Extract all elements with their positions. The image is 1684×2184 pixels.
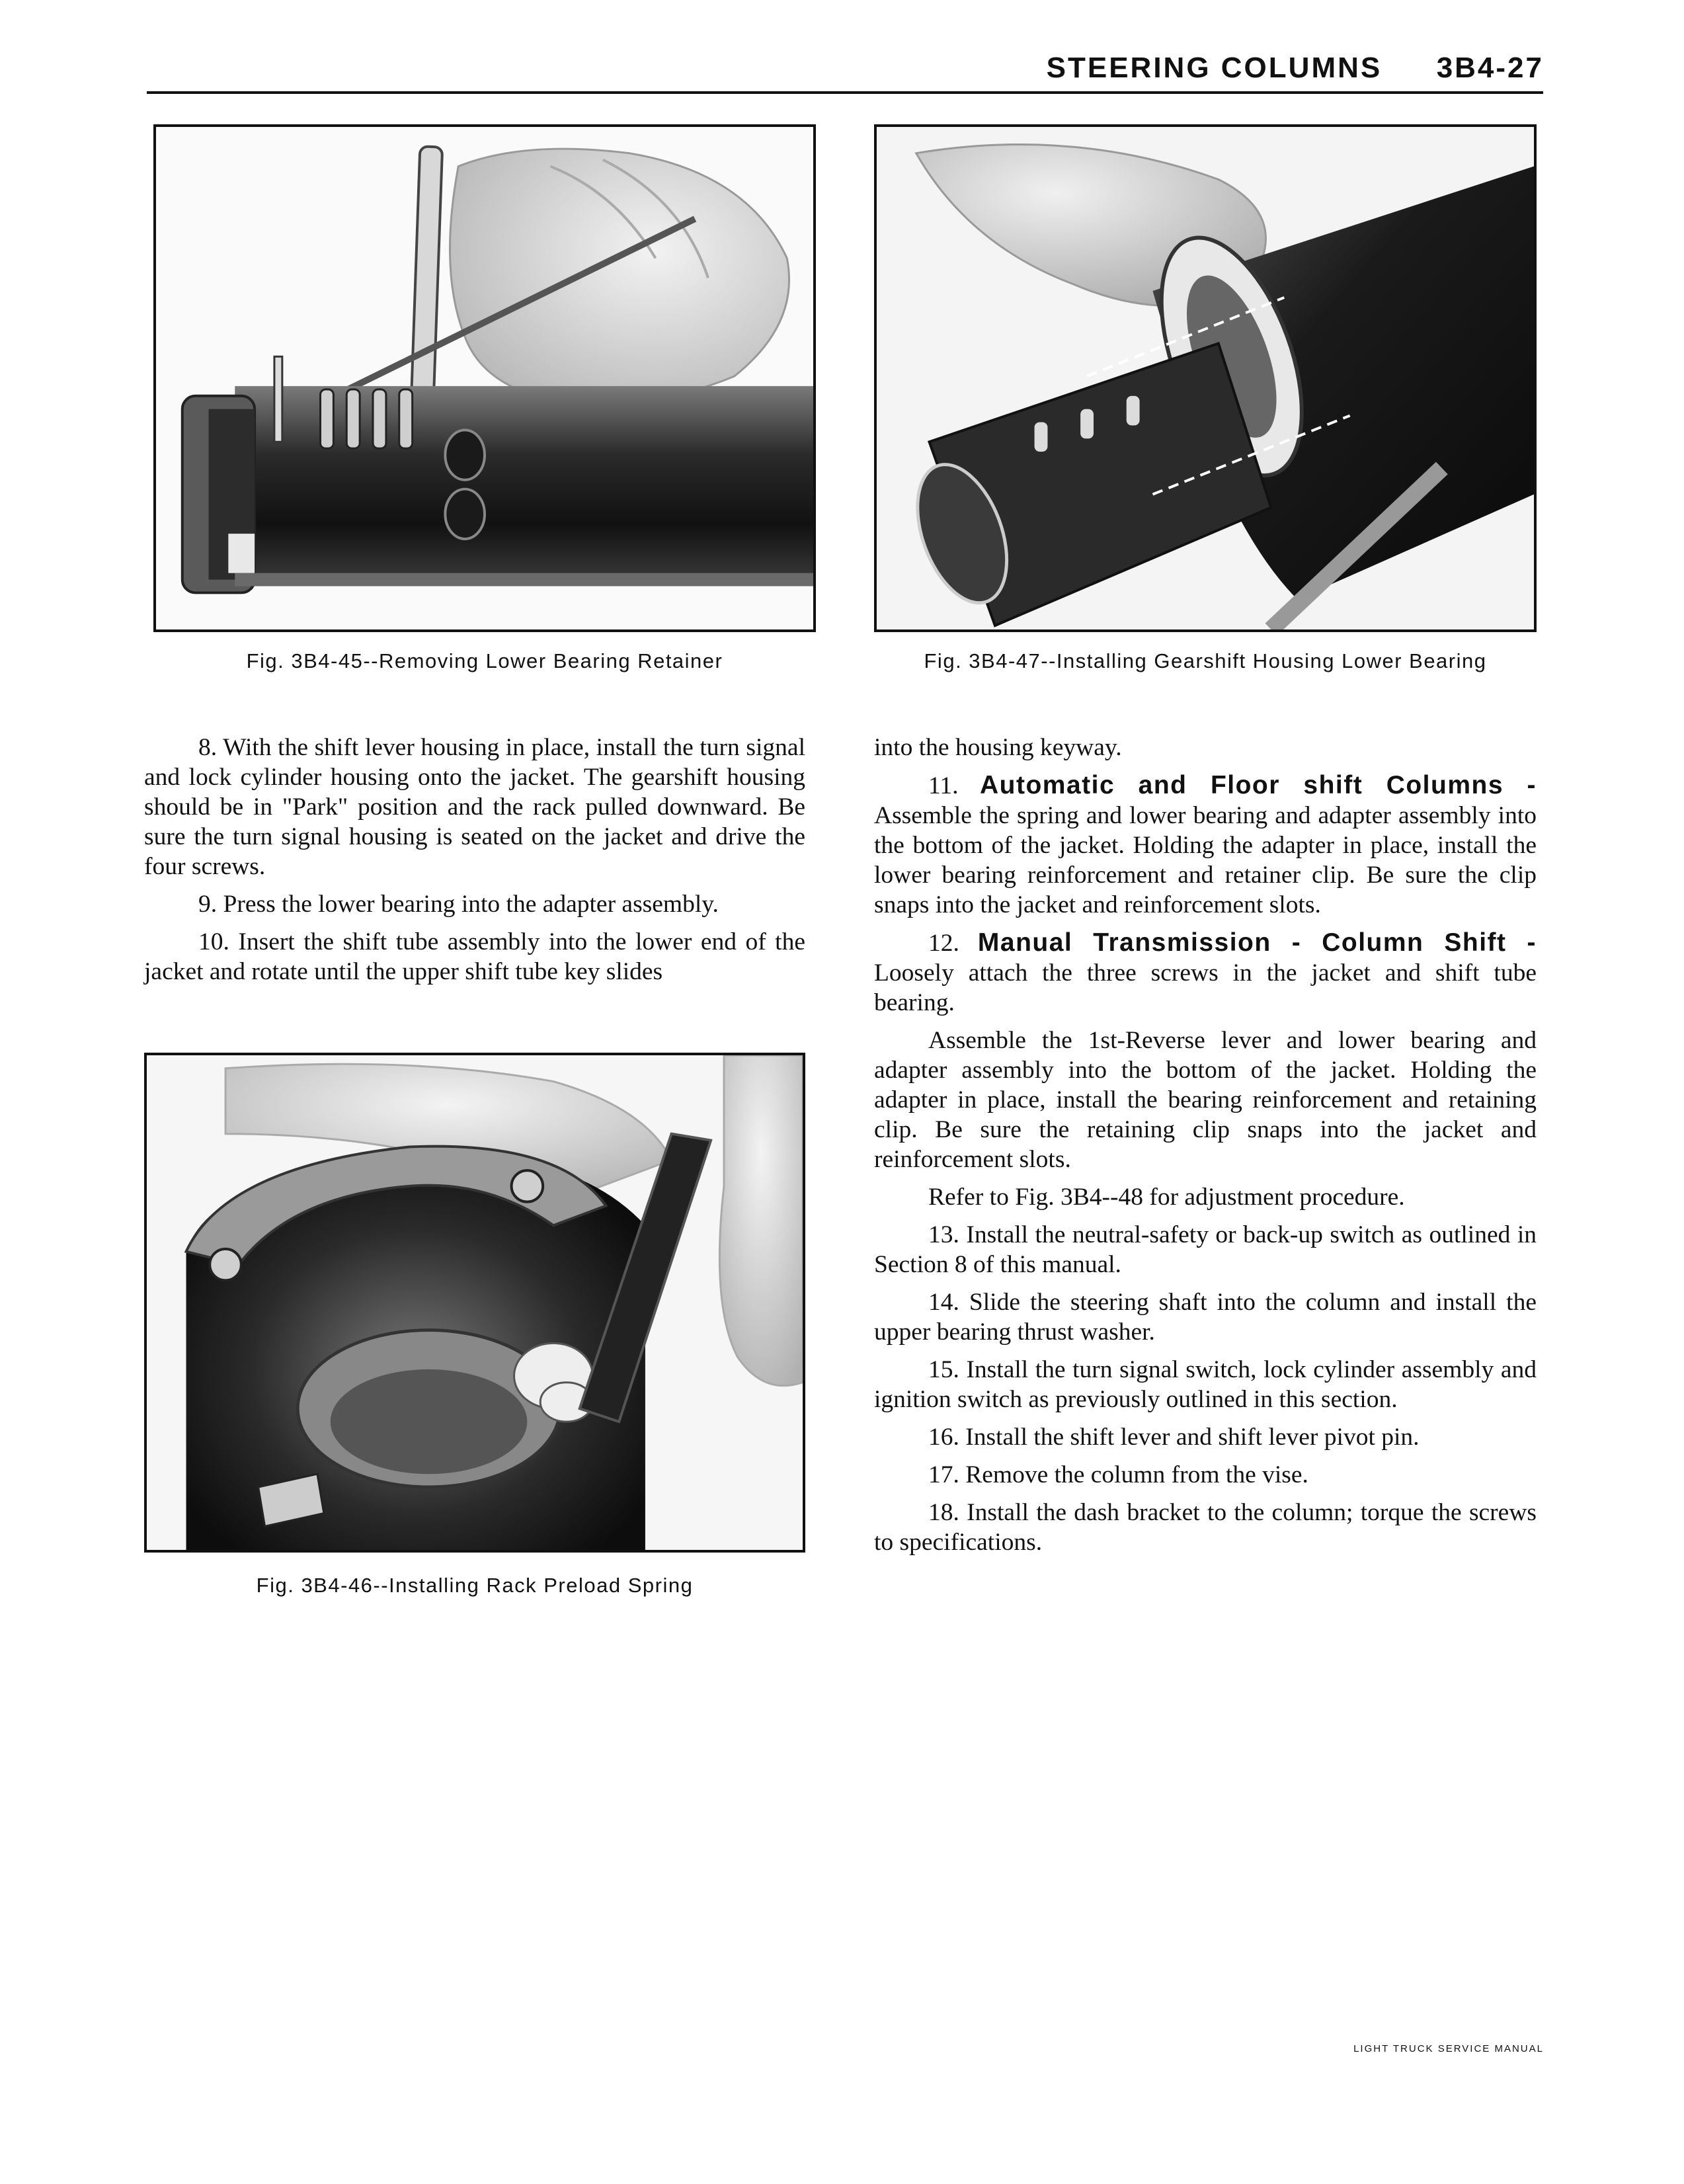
right-text-column: [874, 733, 1537, 1565]
step-12: [874, 928, 1537, 1018]
step-16: 16. Install the shift lever and shift lever pivot pin.: [928, 1424, 1420, 1451]
section-title: STEERING COLUMNS: [1046, 52, 1383, 84]
step-11-body: Assemble the spring and lower bearing and adapter assembly into the bottom of the jacket. Holding the adapter in place, install the lower bearing reinforcement and retainer clip. Be sure the clip snaps into the jacket and reinforcement slots.: [874, 802, 1537, 918]
step-9: 9. Press the lower bearing into the adapter assembly.: [198, 891, 719, 918]
step-8: 8. With the shift lever housing in place, install the turn signal and lock cylinder housing onto the jacket. The gearshift housing should be in "Park" position and the rack pulled downward. Be sure the turn signal housing is seated on the jacket and drive the four screws.: [144, 734, 805, 880]
step-17: 17. Remove the column from the vise.: [928, 1461, 1308, 1488]
figure-3b4-47-photo: [874, 124, 1537, 632]
step-10-continued: into the housing keyway.: [874, 734, 1122, 761]
step-14: 14. Slide the steering shaft into the column and install the upper bearing thrust washer.: [874, 1289, 1537, 1346]
step-10: 10. Insert the shift tube assembly into the lower end of the jacket and rotate until the upper shift tube key slides: [144, 928, 805, 985]
step-11-heading: Automatic and Floor shift Columns -: [980, 771, 1537, 799]
header-rule: [147, 91, 1543, 94]
footer-manual-title: LIGHT TRUCK SERVICE MANUAL: [1353, 2043, 1544, 2054]
figure-3b4-46-caption: Fig. 3B4-46--Installing Rack Preload Spring: [256, 1574, 694, 1597]
step-13: 13. Install the neutral-safety or back-up switch as outlined in Section 8 of this manual.: [874, 1221, 1537, 1278]
figure-3b4-47-caption: Fig. 3B4-47--Installing Gearshift Housing Lower Bearing: [924, 649, 1487, 672]
figure-3b4-47-illustration: [877, 127, 1534, 629]
figure-3b4-46-photo: [144, 1053, 805, 1553]
page-number: 3B4-27: [1436, 52, 1544, 84]
step-15: 15. Install the turn signal switch, lock cylinder assembly and ignition switch as previously outlined in this section.: [874, 1356, 1537, 1413]
figure-3b4-45-photo: [153, 124, 816, 632]
step-12-refer: Refer to Fig. 3B4--48 for adjustment procedure.: [928, 1184, 1405, 1211]
step-12-heading: Manual Transmission - Column Shift -: [977, 928, 1537, 957]
figure-3b4-45-illustration: [156, 127, 813, 629]
step-12-number: 12.: [928, 930, 959, 957]
step-11: [874, 770, 1537, 920]
step-11-number: 11.: [928, 772, 959, 799]
figure-3b4-45-caption: Fig. 3B4-45--Removing Lower Bearing Retainer: [246, 649, 723, 672]
left-text-column: [144, 733, 805, 994]
step-12-body: Loosely attach the three screws in the jacket and shift tube bearing.: [874, 959, 1537, 1016]
figure-3b4-46-illustration: [147, 1055, 803, 1550]
step-12-assemble: Assemble the 1st-Reverse lever and lower bearing and adapter assembly into the bottom of the jacket. Holding the adapter in place, install the bearing reinforcement and retaining clip. Be sure the retaining clip snaps into the jacket and reinforcement slots.: [874, 1027, 1537, 1173]
step-18: 18. Install the dash bracket to the column; torque the screws to specifications.: [874, 1499, 1537, 1556]
page-header: [1047, 52, 1544, 85]
